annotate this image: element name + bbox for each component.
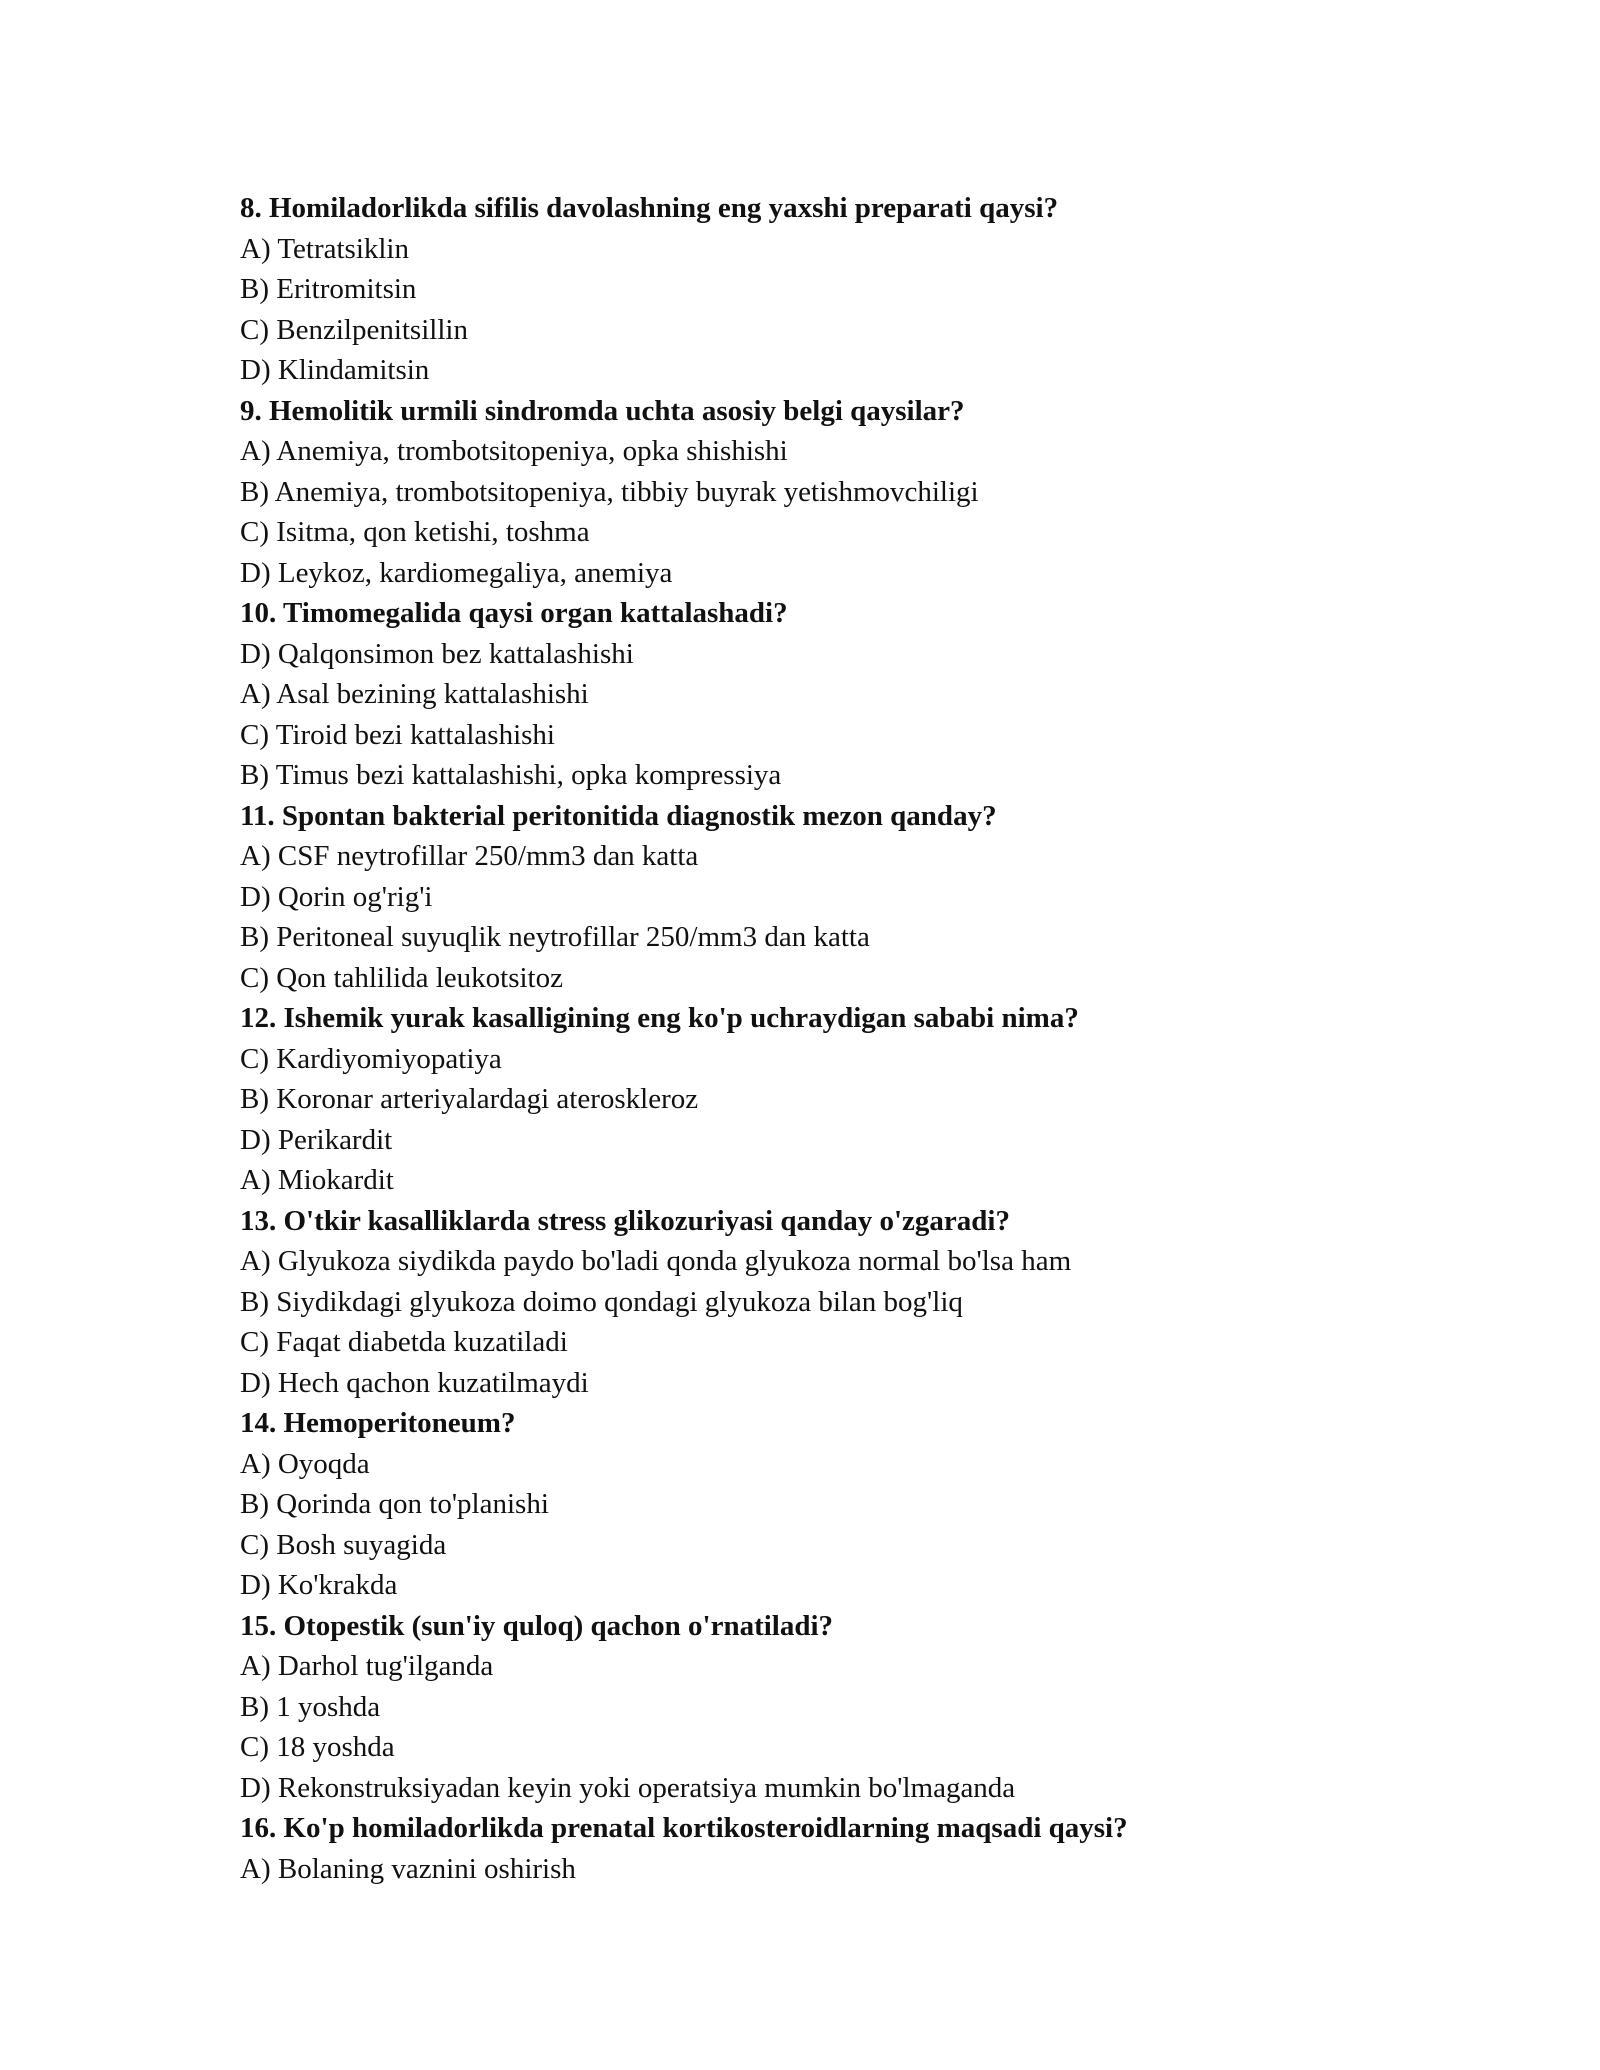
- answer-option: B) Timus bezi kattalashishi, opka kompressiya: [240, 759, 782, 791]
- question-block: [240, 1808, 1440, 1889]
- answer-option: D) Perikardit: [240, 1123, 393, 1156]
- question-block: [240, 188, 1440, 391]
- answer-option: C) Kardiyomiyopatiya: [240, 1042, 502, 1075]
- question-title: 11. Spontan bakterial peritonitida diagnostik mezon qanday?: [240, 799, 997, 832]
- question-block: [240, 998, 1440, 1201]
- question-block: [240, 1606, 1440, 1809]
- question-title: 10. Timomegalida qaysi organ kattalashadi?: [240, 597, 788, 629]
- answer-option: B) Anemiya, trombotsitopeniya, tibbiy buyrak yetishmovchiligi: [240, 475, 979, 508]
- question-title: 16. Ko'p homiladorlikda prenatal kortikosteroidlarning maqsadi qaysi?: [240, 1812, 1128, 1844]
- question-title: 15. Otopestik (sun'iy quloq) qachon o'rnatiladi?: [240, 1609, 834, 1642]
- answer-option: A) Miokardit: [240, 1164, 394, 1196]
- question-title: 13. O'tkir kasalliklarda stress glikozuriyasi qanday o'zgaradi?: [240, 1204, 1010, 1237]
- answer-option: A) Glyukoza siydikda paydo bo'ladi qonda glyukoza normal bo'lsa ham: [240, 1245, 1072, 1277]
- answer-option: A) Anemiya, trombotsitopeniya, opka shishishi: [240, 435, 788, 467]
- document-page: [240, 188, 1440, 1889]
- answer-option: A) Darhol tug'ilganda: [240, 1650, 494, 1682]
- answer-option: C) 18 yoshda: [240, 1731, 395, 1763]
- answer-option: B) Siydikdagi glyukoza doimo qondagi glyukoza bilan bog'liq: [240, 1285, 963, 1318]
- question-block: [240, 796, 1440, 999]
- answer-option: D) Hech qachon kuzatilmaydi: [240, 1366, 589, 1399]
- answer-option: A) Oyoqda: [240, 1447, 370, 1480]
- question-block: [240, 593, 1440, 796]
- answer-option: D) Klindamitsin: [240, 354, 430, 386]
- answer-option: D) Qorin og'rig'i: [240, 880, 433, 913]
- answer-option: D) Qalqonsimon bez kattalashishi: [240, 637, 634, 670]
- answer-option: A) Tetratsiklin: [240, 232, 409, 265]
- question-block: [240, 1403, 1440, 1606]
- answer-option: A) Asal bezining kattalashishi: [240, 678, 589, 710]
- answer-option: B) 1 yoshda: [240, 1690, 381, 1723]
- answer-option: C) Benzilpenitsillin: [240, 313, 468, 346]
- answer-option: C) Faqat diabetda kuzatiladi: [240, 1326, 568, 1358]
- question-title: 8. Homiladorlikda sifilis davolashning eng yaxshi preparati qaysi?: [240, 192, 1059, 224]
- question-block: [240, 391, 1440, 594]
- answer-option: B) Peritoneal suyuqlik neytrofillar 250/mm3 dan katta: [240, 921, 870, 953]
- answer-option: D) Rekonstruksiyadan keyin yoki operatsiya mumkin bo'lmaganda: [240, 1771, 1016, 1804]
- answer-option: C) Bosh suyagida: [240, 1528, 447, 1561]
- answer-option: C) Tiroid bezi kattalashishi: [240, 718, 555, 751]
- answer-option: B) Koronar arteriyalardagi ateroskleroz: [240, 1083, 699, 1115]
- answer-option: D) Ko'krakda: [240, 1569, 398, 1601]
- answer-option: B) Qorinda qon to'planishi: [240, 1488, 549, 1520]
- answer-option: B) Eritromitsin: [240, 273, 417, 305]
- answer-option: A) Bolaning vaznini oshirish: [240, 1852, 576, 1885]
- question-block: [240, 1201, 1440, 1404]
- question-title: 9. Hemolitik urmili sindromda uchta asosiy belgi qaysilar?: [240, 394, 965, 427]
- question-title: 12. Ishemik yurak kasalligining eng ko'p uchraydigan sababi nima?: [240, 1002, 1079, 1034]
- question-title: 14. Hemoperitoneum?: [240, 1407, 516, 1439]
- answer-option: D) Leykoz, kardiomegaliya, anemiya: [240, 556, 673, 589]
- answer-option: C) Qon tahlilida leukotsitoz: [240, 961, 563, 994]
- answer-option: C) Isitma, qon ketishi, toshma: [240, 516, 590, 548]
- answer-option: A) CSF neytrofillar 250/mm3 dan katta: [240, 840, 699, 872]
